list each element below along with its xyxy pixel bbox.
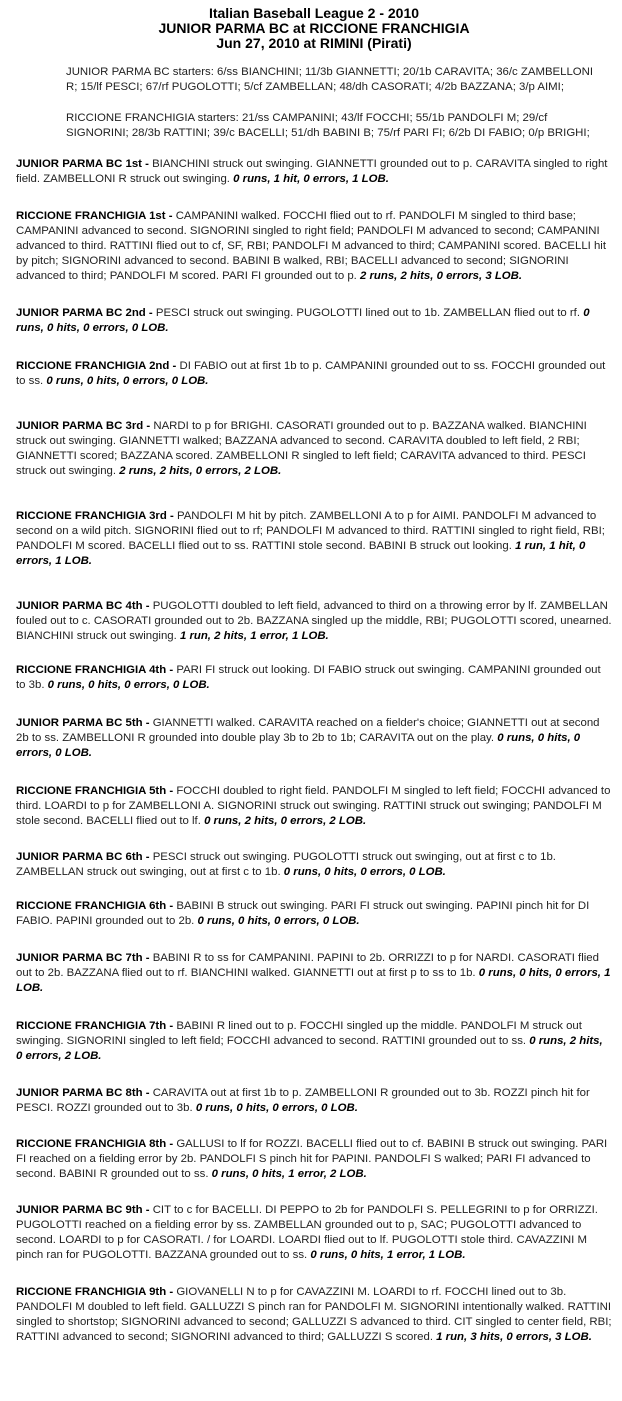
inning-summary: 0 runs, 0 hits, 0 errors, 0 LOB. (283, 866, 446, 878)
inning-label: RICCIONE FRANCHIGIA 9th - (16, 1286, 174, 1298)
inning-summary: 0 runs, 0 hits, 0 errors, 0 LOB. (195, 1102, 358, 1114)
inning-label: RICCIONE FRANCHIGIA 6th - (16, 900, 174, 912)
league-title: Italian Baseball League 2 - 2010 (208, 5, 420, 21)
inning-play-by-play: PUGOLOTTI doubled to left field, advanced to third on a throwing error by lf. ZAMBELLAN fouled out to c. CASORATI grounded out to 2b. BAZZANA singled up the middle, RBI; PUGOLOTTI scored, unearned. BIANCHINI struck out swinging. (16, 600, 612, 642)
inning-entry (16, 306, 612, 336)
inning-play-by-play: CIT to c for BACELLI. DI PEPPO to 2b for PANDOLFI S. PELLEGRINI to p for ORRIZZI. PUGOLOTTI reached on a fielding error by ss. ZAMBELLAN grounded out to p, SAC; PUGOLOTTI advanced to second. LOARDI to p for CASORATI. / for LOARDI. LOARDI flied out to lf. PUGOLOTTI stole third. CAVAZZINI M pinch ran for PUGOLOTTI. BAZZANA grounded out to ss. (16, 1204, 598, 1261)
inning-label: JUNIOR PARMA BC 2nd - (16, 307, 153, 319)
inning-label: RICCIONE FRANCHIGIA 4th - (16, 664, 174, 676)
inning-entry (16, 419, 612, 479)
inning-play-by-play: FOCCHI doubled to right field. PANDOLFI M singled to left field; FOCCHI advanced to third. LOARDI to p for ZAMBELLONI A. SIGNORINI struck out swinging. RATTINI struck out swinging; PANDOLFI M stole second. BACELLI flied out to lf. (16, 785, 611, 827)
inning-summary: 0 runs, 2 hits, 0 errors, 2 LOB. (16, 1035, 603, 1062)
inning-label: RICCIONE FRANCHIGIA 7th - (16, 1020, 174, 1032)
inning-play-by-play: CARAVITA out at first 1b to p. ZAMBELLONI R grounded out to 3b. ROZZI pinch hit for PESCI. ROZZI grounded out to 3b. (16, 1087, 590, 1114)
starters-home: RICCIONE FRANCHIGIA starters: 21/ss CAMPANINI; 43/lf FOCCHI; 55/1b PANDOLFI M; 29/cf SIGNORINI; 28/3b RATTINI; 39/c BACELLI; 51/dh BABINI B; 75/rf PARI FI; 6/2b DI FABIO; 0/p BRIGHI; (66, 112, 590, 139)
inning-entry (16, 850, 612, 880)
inning-entry (16, 359, 612, 389)
inning-play-by-play: BABINI R lined out to p. FOCCHI singled up the middle. PANDOLFI M struck out swinging. SIGNORINI singled to left field; FOCCHI advanced to second. RATTINI grounded out to ss. (16, 1020, 582, 1047)
matchup-title: JUNIOR PARMA BC at RICCIONE FRANCHIGIA (158, 20, 470, 36)
inning-entry (16, 716, 612, 761)
inning-summary: 0 runs, 0 hits, 0 errors, 0 LOB. (16, 732, 581, 759)
inning-summary: 0 runs, 0 hits, 0 errors, 0 LOB. (46, 375, 209, 387)
game-header (16, 6, 612, 51)
inning-label: JUNIOR PARMA BC 3rd - (16, 420, 151, 432)
inning-label: RICCIONE FRANCHIGIA 1st - (16, 210, 173, 222)
inning-entry (16, 1203, 612, 1263)
inning-label: RICCIONE FRANCHIGIA 5th - (16, 785, 174, 797)
starters-section (16, 65, 612, 141)
inning-play-by-play: BABINI R to ss for CAMPANINI. PAPINI to 2b. ORRIZZI to p for NARDI. CASORATI flied out to 2b. BAZZANA flied out to rf. BIANCHINI walked. GIANNETTI out at first p to ss to 1b. (16, 952, 599, 979)
inning-summary: 0 runs, 0 hits, 0 errors, 1 LOB. (16, 967, 611, 994)
inning-play-by-play: NARDI to p for BRIGHI. CASORATI grounded out to p. BAZZANA walked. BIANCHINI struck out swinging. GIANNETTI walked; BAZZANA advanced to second. CARAVITA doubled to left field, 2 RBI; GIANNETTI scored; BAZZANA scored. ZAMBELLONI R singled to left field; CARAVITA advanced to third. PESCI struck out swinging. (16, 420, 587, 477)
inning-summary: 1 run, 2 hits, 1 error, 1 LOB. (179, 630, 329, 642)
inning-label: RICCIONE FRANCHIGIA 2nd - (16, 360, 177, 372)
inning-entry (16, 663, 612, 693)
inning-play-by-play: GALLUSI to lf for ROZZI. BACELLI flied out to cf. BABINI B struck out swinging. PARI FI reached on a fielding error by 2b. PANDOLFI S pinch hit for PAPINI. PANDOLFI S walked; PARI FI advanced to second. BABINI R grounded out to ss. (16, 1138, 608, 1180)
inning-entry (16, 509, 612, 569)
inning-label: JUNIOR PARMA BC 5th - (16, 717, 150, 729)
inning-summary: 0 runs, 0 hits, 1 error, 1 LOB. (310, 1249, 466, 1261)
inning-summary: 1 run, 1 hit, 0 errors, 1 LOB. (16, 540, 586, 567)
inning-play-by-play: DI FABIO out at first 1b to p. CAMPANINI grounded out to ss. FOCCHI grounded out to ss. (16, 360, 606, 387)
inning-entry (16, 1019, 612, 1064)
inning-summary: 2 runs, 2 hits, 0 errors, 3 LOB. (360, 270, 523, 282)
inning-entry (16, 599, 612, 644)
inning-label: JUNIOR PARMA BC 1st - (16, 158, 149, 170)
inning-entry (16, 1086, 612, 1116)
inning-summary: 1 run, 3 hits, 0 errors, 3 LOB. (436, 1331, 592, 1343)
inning-label: JUNIOR PARMA BC 7th - (16, 952, 150, 964)
inning-label: JUNIOR PARMA BC 9th - (16, 1204, 150, 1216)
inning-play-by-play: PARI FI struck out looking. DI FABIO struck out swinging. CAMPANINI grounded out to 3b. (16, 664, 601, 691)
inning-label: RICCIONE FRANCHIGIA 3rd - (16, 510, 174, 522)
innings-list (16, 157, 612, 1345)
inning-entry (16, 209, 612, 284)
inning-summary: 0 runs, 0 hits, 0 errors, 0 LOB. (16, 307, 590, 334)
inning-summary: 0 runs, 2 hits, 0 errors, 2 LOB. (204, 815, 367, 827)
inning-entry (16, 784, 612, 829)
inning-entry (16, 899, 612, 929)
inning-label: JUNIOR PARMA BC 4th - (16, 600, 150, 612)
inning-entry (16, 951, 612, 996)
inning-play-by-play: CAMPANINI walked. FOCCHI flied out to rf. PANDOLFI M singled to third base; CAMPANINI advanced to second. SIGNORINI singled to right field; PANDOLFI M advanced to second; CAMPANINI advanced to third. RATTINI flied out to cf, SF, RBI; PANDOLFI M advanced to third; CAMPANINI scored. BACELLI hit by pitch; SIGNORINI advanced to second. BABINI B walked, RBI; BACELLI advanced to second; SIGNORINI advanced to third; PANDOLFI M scored. PARI FI grounded out to p. (16, 210, 607, 282)
inning-entry (16, 1137, 612, 1182)
inning-label: RICCIONE FRANCHIGIA 8th - (16, 1138, 174, 1150)
inning-summary: 0 runs, 0 hits, 0 errors, 0 LOB. (47, 679, 210, 691)
inning-play-by-play: PESCI struck out swinging. PUGOLOTTI struck out swinging, out at first c to 1b. ZAMBELLAN struck out swinging, out at first c to 1b. (16, 851, 556, 878)
inning-play-by-play: GIOVANELLI N to p for CAVAZZINI M. LOARDI to rf. FOCCHI lined out to 3b. PANDOLFI M doubled to left field. GALLUZZI S pinch ran for PANDOLFI M. SIGNORINI intentionally walked. RATTINI singled to shortstop; SIGNORINI advanced to second; GALLUZZI S advanced to third. CIT singled to center field, RBI; RATTINI advanced to second; SIGNORINI advanced to third; GALLUZZI S scored. (16, 1286, 612, 1343)
inning-play-by-play: PANDOLFI M hit by pitch. ZAMBELLONI A to p for AIMI. PANDOLFI M advanced to second on a wild pitch. SIGNORINI flied out to rf; PANDOLFI M advanced to third. RATTINI singled to right field, RBI; PANDOLFI M scored. BACELLI flied out to ss. RATTINI stole second. BABINI B struck out looking. (16, 510, 605, 552)
inning-summary: 0 runs, 0 hits, 0 errors, 0 LOB. (197, 915, 360, 927)
inning-label: JUNIOR PARMA BC 8th - (16, 1087, 150, 1099)
inning-entry (16, 1285, 612, 1345)
inning-label: JUNIOR PARMA BC 6th - (16, 851, 150, 863)
inning-play-by-play: BIANCHINI struck out swinging. GIANNETTI grounded out to p. CARAVITA singled to right field. ZAMBELLONI R struck out swinging. (16, 158, 608, 185)
inning-play-by-play: GIANNETTI walked. CARAVITA reached on a fielder's choice; GIANNETTI out at second 2b to ss. ZAMBELLONI R grounded into double play 3b to 2b to 1b; CARAVITA out on the play. (16, 717, 600, 744)
starters-away: JUNIOR PARMA BC starters: 6/ss BIANCHINI; 11/3b GIANNETTI; 20/1b CARAVITA; 36/c ZAMBELLONI R; 15/lf PESCI; 67/rf PUGOLOTTI; 5/cf ZAMBELLAN; 48/dh CASORATI; 4/2b BAZZANA; 3/p AIMI; (66, 66, 594, 93)
inning-play-by-play: BABINI B struck out swinging. PARI FI struck out swinging. PAPINI pinch hit for DI FABIO. PAPINI grounded out to 2b. (16, 900, 590, 927)
inning-summary: 0 runs, 0 hits, 1 error, 2 LOB. (211, 1168, 367, 1180)
inning-play-by-play: PESCI struck out swinging. PUGOLOTTI lined out to 1b. ZAMBELLAN flied out to rf. (152, 307, 584, 319)
game-date: Jun 27, 2010 at RIMINI (Pirati) (216, 35, 412, 51)
inning-summary: 2 runs, 2 hits, 0 errors, 2 LOB. (119, 465, 282, 477)
inning-entry (16, 157, 612, 187)
inning-summary: 0 runs, 1 hit, 0 errors, 1 LOB. (233, 173, 389, 185)
